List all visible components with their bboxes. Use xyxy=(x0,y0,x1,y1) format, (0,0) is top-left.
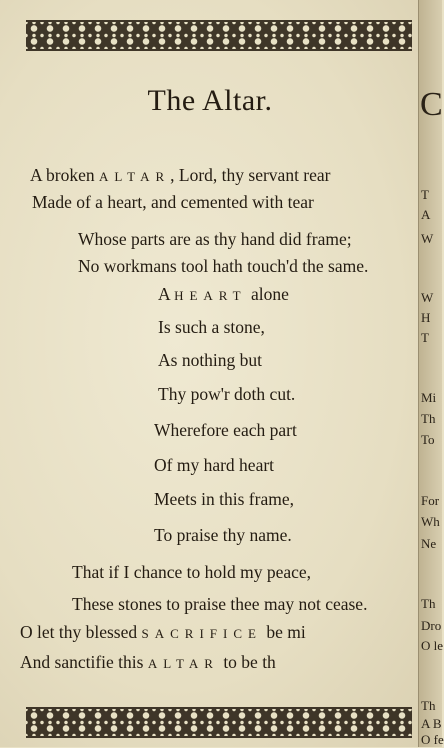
adjacent-fragment: O fe xyxy=(421,732,444,747)
poem-line-14: These stones to praise thee may not cease. xyxy=(72,594,368,614)
adjacent-fragment: W xyxy=(421,290,434,305)
top-ornament-border xyxy=(26,20,412,51)
adjacent-fragment: Dro xyxy=(421,618,442,633)
poem-line-10: Of my hard heart xyxy=(154,455,275,475)
poem-line-1: A broken ALTAR, Lord, thy servant rear xyxy=(30,165,331,185)
adjacent-fragment: W xyxy=(421,231,434,246)
poem-line-8: Thy pow'r doth cut. xyxy=(158,384,296,404)
poem-line-7: As nothing but xyxy=(158,350,263,370)
adjacent-fragment: T xyxy=(421,330,429,345)
adjacent-fragment: Wh xyxy=(421,514,440,529)
poem-line-16: And sanctifie this ALTAR to be th xyxy=(20,652,276,672)
poem-title: The Altar. xyxy=(147,84,273,117)
poem-line-4: No workmans tool hath touch'd the same. xyxy=(78,256,369,276)
adjacent-fragment: Mi xyxy=(421,390,437,405)
poem-line-13: That if I chance to hold my peace, xyxy=(72,562,312,582)
adjacent-fragment: A B xyxy=(421,716,442,731)
poem-line-3: Whose parts are as thy hand did frame; xyxy=(78,229,352,249)
bottom-ornament-border xyxy=(26,707,412,738)
adjacent-page-big-letter: C xyxy=(420,86,443,123)
poem-line-5: A HEART alone xyxy=(158,284,289,304)
adjacent-fragment: For xyxy=(421,493,440,508)
adjacent-fragment: T xyxy=(421,187,429,202)
adjacent-fragment: To xyxy=(421,432,435,447)
poem-line-6: Is such a stone, xyxy=(158,317,265,337)
poem-line-11: Meets in this frame, xyxy=(154,489,294,509)
adjacent-fragment: Ne xyxy=(421,536,437,551)
poem-line-2: Made of a heart, and cemented with tear xyxy=(32,192,314,212)
poem-line-9: Wherefore each part xyxy=(154,420,297,440)
adjacent-fragment: Th xyxy=(421,698,436,713)
adjacent-fragment: A xyxy=(421,207,431,222)
poem-line-15: O let thy blessed SACRIFICE be mi xyxy=(20,622,306,642)
adjacent-fragment: Th xyxy=(421,596,436,611)
adjacent-fragment: Th xyxy=(421,411,436,426)
adjacent-fragment: O le xyxy=(421,638,444,653)
poem-line-12: To praise thy name. xyxy=(154,525,292,545)
adjacent-fragment: H xyxy=(421,310,431,325)
